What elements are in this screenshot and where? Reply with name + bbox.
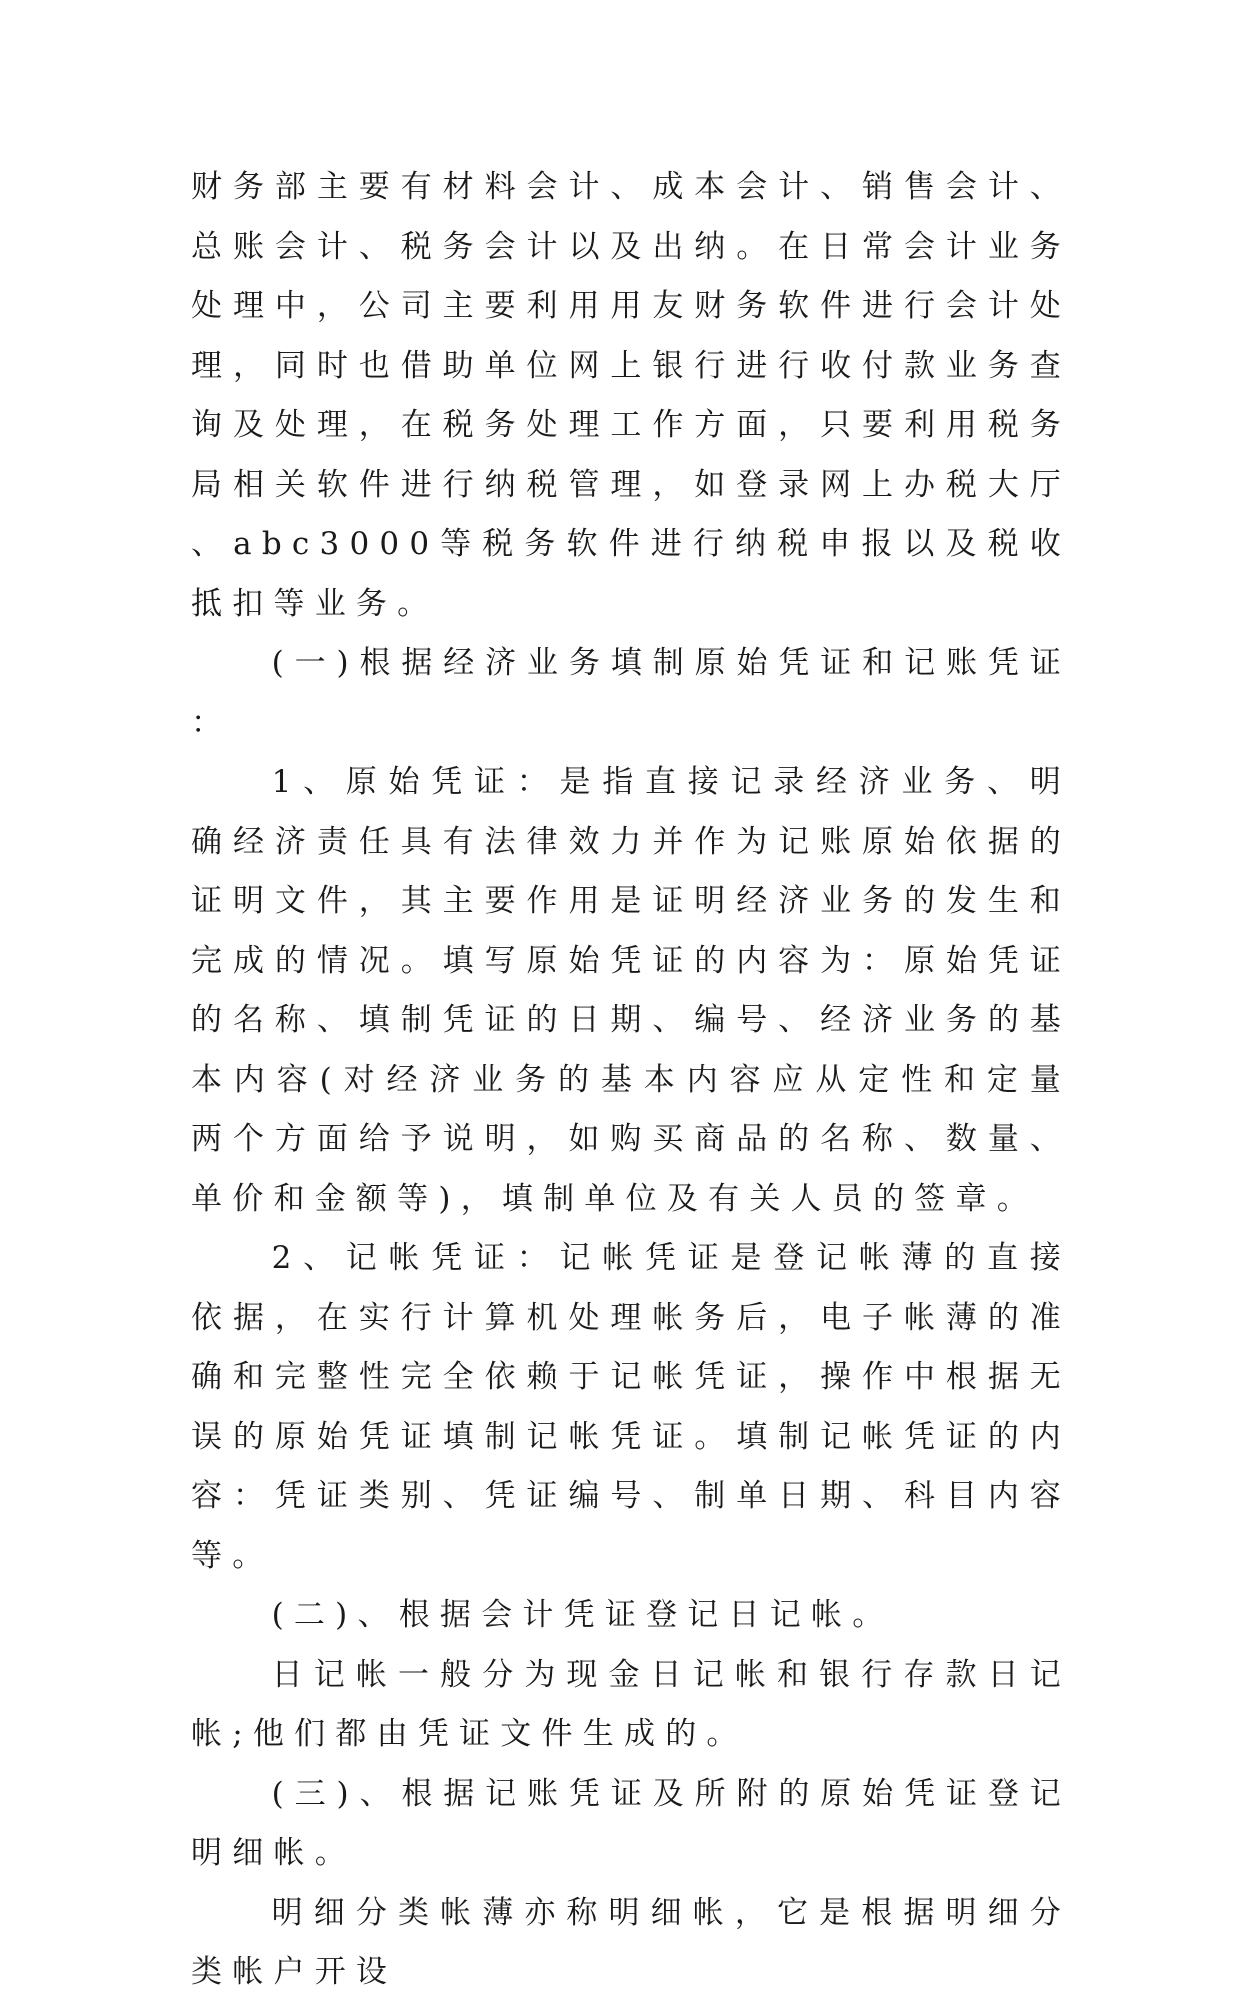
paragraph-original-voucher: 1、原始凭证：是指直接记录经济业务、明确经济责任具有法律效力并作为记账原始依据的证明文件，其主要作用是证明经济业务的发生和完成的情况。填写原始凭证的内容为：原始凭证的名称、填制凭证的日期、编号、经济业务的基本内容(对经济业务的基本内容应从定性和定量两个方面给予说明，如购买商品的名称、数量、单价和金额等)，填制单位及有关人员的签章。 — [191, 764, 1071, 1217]
heading-section-two: (二)、根据会计凭证登记日记帐。 — [271, 1597, 894, 1633]
paragraph-accounting-voucher: 2、记帐凭证：记帐凭证是登记帐薄的直接依据，在实行计算机处理帐务后，电子帐薄的准确和完整性完全依赖于记帐凭证，操作中根据无误的原始凭证填制记帐凭证。填制记帐凭证的内容：凭证类别、凭证编号、制单日期、科目内容等。 — [191, 1240, 1071, 1574]
paragraph-journal: 日记帐一般分为现金日记帐和银行存款日记帐;他们都由凭证文件生成的。 — [191, 1656, 1071, 1752]
heading-section-three: (三)、根据记账凭证及所附的原始凭证登记明细帐。 — [191, 1775, 1071, 1871]
document-body — [191, 158, 1071, 2003]
paragraph-subsidiary-ledger: 明细分类帐薄亦称明细帐，它是根据明细分类帐户开设 — [191, 1894, 1071, 1990]
heading-section-one: (一)根据经济业务填制原始凭证和记账凭证： — [191, 645, 1071, 741]
paragraph-finance-department: 财务部主要有材料会计、成本会计、销售会计、总账会计、税务会计以及出纳。在日常会计业务处理中，公司主要利用用友财务软件进行会计处理，同时也借助单位网上银行进行收付款业务查询及处理，在税务处理工作方面，只要利用税务局相关软件进行纳税管理，如登录网上办税大厅、abc3000等税务软件进行纳税申报以及税收抵扣等业务。 — [191, 169, 1071, 622]
